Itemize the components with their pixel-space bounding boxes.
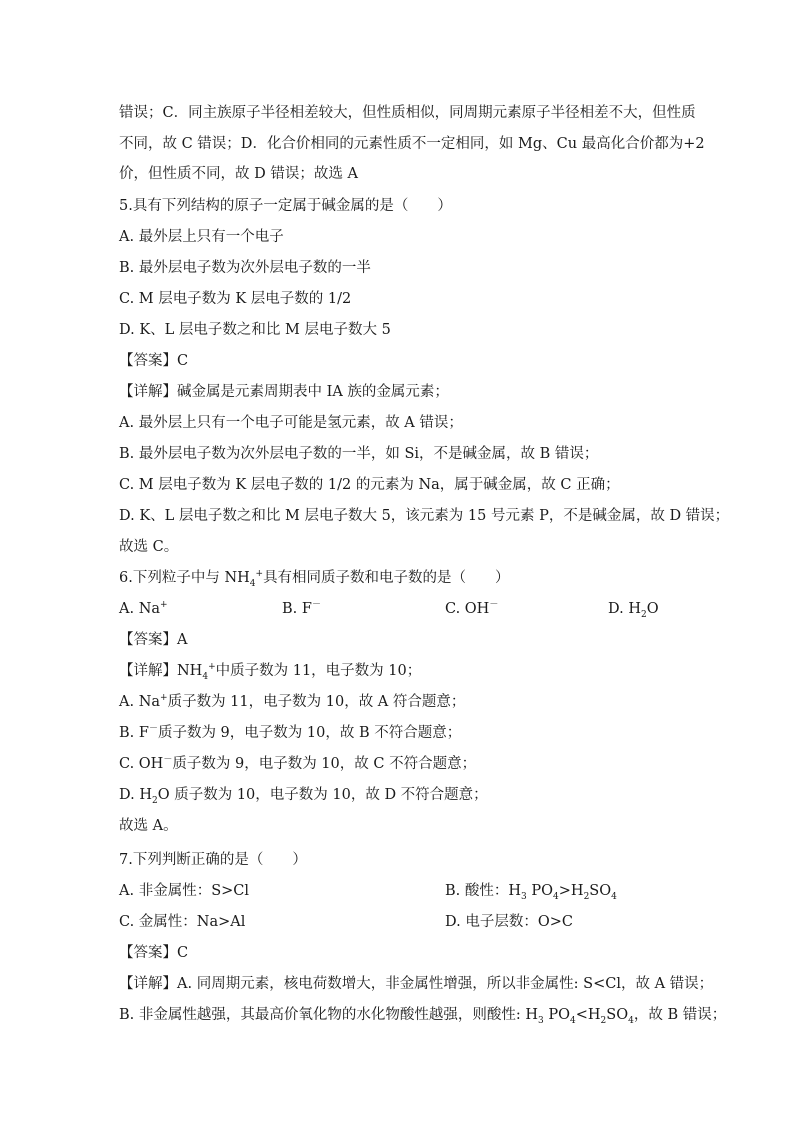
question-6-conclusion: 故选 A。 [119, 818, 178, 834]
question-5-explanation: 【详解】碱金属是元素周期表中 IA 族的金属元素； [119, 384, 449, 400]
question-7-stem: 7.下列判断正确的是（ ） [119, 852, 307, 868]
option-a: A. 非金属性：S>Cl [119, 883, 250, 899]
option-d: D. $H_2O$ [608, 601, 659, 620]
option-b: B. F－ [282, 600, 321, 617]
option-c: C. 金属性：Na>Al [119, 914, 246, 930]
question-5-option-a: A. 最外层上只有一个电子 [119, 229, 284, 245]
explanation-line: A. 最外层上只有一个电子可能是氢元素，故 A 错误； [119, 415, 463, 431]
question-5-stem: 5.具有下列结构的原子一定属于碱金属的是（ ） [119, 198, 452, 214]
question-5-option-c: C. M 层电子数为 K 层电子数的 1/2 [119, 291, 352, 307]
text-line: 价，但性质不同，故 D 错误；故选 A [119, 166, 358, 182]
question-5-answer: 【答案】C [119, 353, 189, 369]
explanation-line: A. Na+质子数为 11，电子数为 10，故 A 符合题意； [119, 693, 466, 710]
explanation-line: B. 最外层电子数为次外层电子数的一半，如 Si，不是碱金属，故 B 错误； [119, 446, 599, 462]
question-6-answer: 【答案】A [119, 632, 188, 648]
question-7-answer: 【答案】C [119, 945, 189, 961]
explanation-line: B. F－质子数为 9，电子数为 10，故 B 不符合题意； [119, 724, 462, 741]
question-5-conclusion: 故选 C。 [119, 539, 179, 555]
question-5-option-d: D. K、L 层电子数之和比 M 层电子数大 5 [119, 322, 391, 338]
explanation-line: C. M 层电子数为 K 层电子数的 1/2 的元素为 Na，属于碱金属，故 C 正确； [119, 477, 620, 493]
text-line: 错误；C．同主族原子半径相差较大，但性质相似，同周期元素原子半径相差不大，但性质 [119, 105, 696, 121]
explanation-line: D. K、L 层电子数之和比 M 层电子数大 5，该元素为 15 号元素 P，不是碱金属，故 D 错误； [119, 508, 730, 524]
option-c: C. OH－ [445, 600, 499, 617]
text-line: 不同，故 C 错误；D．化合价相同的元素性质不一定相同，如 Mg、Cu 最高化合价都为+2 [119, 136, 705, 152]
option-d: D. 电子层数：O>C [445, 914, 573, 930]
explanation-line: D. $H_2O$ 质子数为 10，电子数为 10，故 D 不符合题意； [119, 787, 488, 806]
question-7-explanation: 【详解】A. 同周期元素，核电荷数增大，非金属性增强，所以非金属性: S<Cl，故 A 错误； [119, 976, 714, 992]
explanation-line: C. OH－质子数为 9，电子数为 10，故 C 不符合题意； [119, 755, 477, 772]
option-a: A. Na+ [119, 600, 168, 617]
option-b: B. 酸性：$H_3$ $PO_4>H_2SO_4$ [445, 883, 617, 902]
question-6-stem: 6.下列粒子中与 $NH_4^+$具有相同质子数和电子数的是（ ） [119, 569, 510, 589]
question-6-explanation: 【详解】$NH_4^+$中质子数为 11，电子数为 10； [119, 662, 422, 682]
explanation-line: B. 非金属性越强，其最高价氧化物的水化物酸性越强，则酸性: $H_3$ $PO_4<H_2SO_4$，故 B 错误； [119, 1007, 727, 1026]
question-5-option-b: B. 最外层电子数为次外层电子数的一半 [119, 260, 371, 276]
